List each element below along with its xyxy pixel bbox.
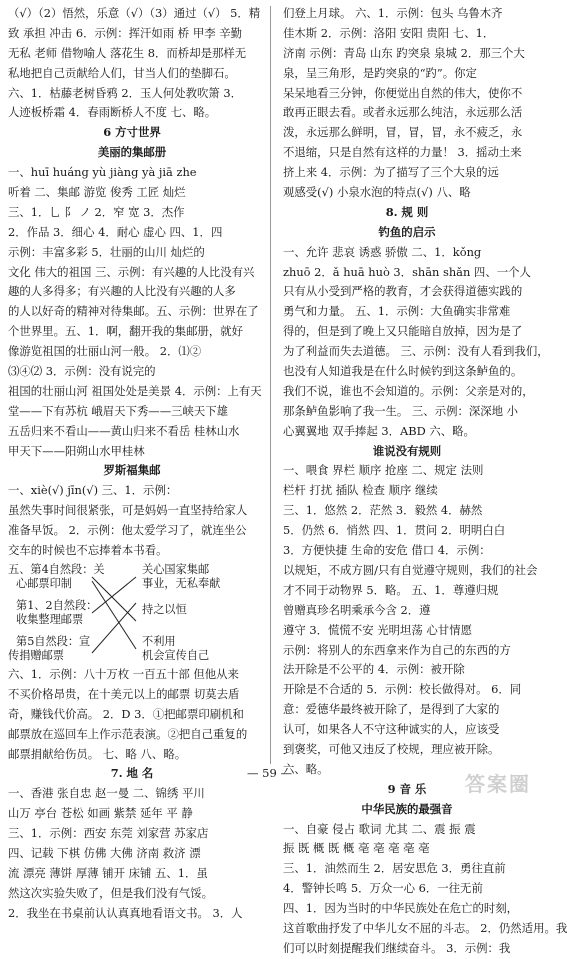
left-lines-bottom-line: 然这次实验失败了，但是我们没有气馁。 — [8, 885, 214, 900]
right-lines-line: 三、1．油然而生 2．居安思危 3．勇往直前 — [283, 861, 506, 876]
right-lines-line: 4．警钟长鸣 5．万众一心 6．一往无前 — [283, 881, 483, 896]
left-lines-top-line: 美丽的集邮册 — [97, 145, 167, 160]
right-lines-line: 这首歌曲抒发了中华儿女不屈的斗志。 2．仍然适用。我 — [283, 920, 567, 935]
right-lines-line: 佳木斯 2．示例：洛阳 安阳 贵阳 七、1． — [283, 25, 495, 40]
right-lines-line: 为了利益而失去道德。 三、示例：没有人看到我们， — [283, 344, 549, 359]
left-lines-top-line: 甲天下——阳朔山水甲桂林 — [8, 443, 145, 458]
left-top-text — [8, 4, 262, 561]
left-lines-top-line: 像游览祖国的壮丽山河一般。 2．⑴② — [8, 344, 202, 359]
diagram-left-1: 五、第4自然段：关 — [8, 562, 105, 576]
right-lines-line: 法开除是不公平的 4．示例：被开除 — [283, 662, 465, 677]
left-lines-top-line: 一、xiè(√) jīn(√) 三、1．示例： — [8, 483, 178, 498]
right-lines-line: 六、略。 — [283, 761, 329, 776]
right-lines-line: 敢再正眼去看。或者永远那么纯洁，永远那么活 — [283, 105, 523, 120]
left-lines-bottom-line: 三、1．示例：西安 东莞 刘家营 苏家店 — [8, 826, 209, 841]
left-lines-top-line: 祖国的壮丽山河 祖国处处是美景 4．示例：上有天 — [8, 383, 262, 398]
left-lines-top-line: 听着 二、集邮 游览 俊秀 工匠 灿烂 — [8, 185, 186, 200]
right-lines-line: 开除是不合适的 5．示例：校长做得对。 6．同 — [283, 682, 522, 697]
right-lines-line: 一、允许 悲哀 诱惑 骄傲 二、1．kǒng — [283, 244, 482, 259]
diagram-left-2b: 收集整理邮票 — [16, 612, 84, 626]
right-lines-line: 认可，如果各人不守这种诚实的人，应该受 — [283, 722, 500, 737]
right-lines-line: 钓鱼的启示 — [378, 224, 436, 239]
diagram-right-1b: 事业，无私奉献 — [142, 576, 221, 590]
column-divider — [270, 6, 271, 764]
left-lines-bottom-line: 四、记载 下棋 仿佛 大佛 济南 救济 漂 — [8, 845, 201, 860]
right-lines-line: zhuō 2．ǎ huā huò 3．shān shǎn 四、一个人 — [283, 264, 531, 279]
left-lines-top-line: 文化 伟大的祖国 三、示例：有兴趣的人比没有兴 — [8, 264, 255, 279]
left-lines-bottom-line: 山万 亭台 苍松 如画 紫禁 延年 平 静 — [8, 806, 193, 821]
diagram-left-3b: 传捐赠邮票 — [8, 648, 64, 662]
left-lines-top-line: 无私 老师 借物喻人 落花生 8．而桥却是那样无 — [8, 45, 247, 60]
left-lines-bottom-line: 奇，赚钱代价高。 2．D 3．①把邮票印刷机和 — [8, 706, 244, 721]
diagram-right-1: 关心国家集邮 — [142, 562, 210, 576]
right-lines-line: 三、1．悠然 2．茫然 3．毅然 4．赫然 — [283, 503, 483, 518]
left-lines-bottom-line: 流 漂亮 薄饼 厚薄 铺开 床铺 五、1．虽 — [8, 865, 208, 880]
left-lines-bottom-line: 邮票放在巡回车上作示范表演。②把自己重复的 — [8, 726, 248, 741]
right-lines-line: 谁说没有规则 — [372, 443, 442, 458]
right-lines-line: 观感受(√) 小泉水泡的特点(√) 八、略 — [283, 185, 471, 200]
left-bottom-text — [8, 665, 256, 924]
diagram-left-3: 第5自然段：宣 — [16, 634, 91, 648]
left-lines-top-line: 致 承担 冲击 6．示例：挥汗如雨 桥 甲李 辛勤 — [8, 25, 243, 40]
right-lines-line: 四、1．因为当时的中华民族处在危亡的时刻， — [283, 901, 519, 916]
left-lines-top-line: （√）（2）悟然，乐意（√）（3）通过（√） 5．精 — [8, 6, 261, 20]
left-lines-bottom-line: 不买价格昂贵，在十美元以上的邮票 切莫去盾 — [8, 686, 240, 701]
right-lines-line: 挤上来 4．示例：为了描写了三个大泉的远 — [283, 165, 499, 180]
left-lines-top-line: 示例：丰富多彩 5．壮丽的山川 灿烂的 — [8, 244, 205, 259]
right-lines-line: 振 既 概 既 概 亳 亳 亳 亳 亳 — [283, 841, 430, 856]
left-lines-top-line: 一、huī huáng yù jiàng yà jiā zhe — [8, 165, 197, 180]
matching-diagram — [8, 561, 256, 665]
diagram-right-3b: 机会宣传自己 — [142, 648, 210, 662]
right-lines-line: 8. 规 则 — [385, 204, 429, 219]
right-lines-line: 呆呆地看三分钟，你便觉出自然的伟大，使你不 — [283, 85, 523, 100]
page-number: — 59 — — [247, 766, 292, 780]
diagram-right-3: 不利用 — [142, 634, 176, 648]
right-lines-line: 一、自豪 侵占 歌词 尤其 二、震 振 震 — [283, 821, 476, 836]
left-lines-top-line: 私地把自己贡献给人们，甘当人们的垫脚石。 — [8, 65, 236, 80]
left-lines-bottom-line: 六、1．示例：八十万枚 一百五十部 但他从来 — [8, 666, 239, 681]
right-lines-line: 栏杆 打扰 插队 检查 顺序 继续 — [283, 483, 438, 498]
left-lines-top-line: 虽然失事时间很紧张，可是妈妈一直坚持给家人 — [8, 503, 248, 518]
diagram-left-2: 第1、2自然段： — [16, 598, 98, 612]
left-lines-top-line: 堂——下有苏杭 峨眉天下秀——三峡天下雄 — [8, 403, 229, 418]
right-lines-line: 中华民族的最强音 — [361, 801, 453, 816]
right-lines-line: 那条鲈鱼影响了我一生。 三、示例：深深地 小 — [283, 403, 519, 418]
left-lines-top-line: 三、1．乚 阝 ノ 2．窄 宽 3．杰作 — [8, 204, 185, 219]
right-lines-line: 泉，呈三角形，是趵突泉的“趵”。你定 — [283, 65, 477, 80]
right-lines-line: 泼，永远那么鲜明，冒，冒，冒，永不疲乏，永 — [283, 125, 523, 140]
right-lines-line: 济南 示例：青岛 山东 趵突泉 泉城 2．那三个大 — [283, 45, 525, 60]
left-lines-bottom-line: 7. 地 名 — [110, 766, 154, 781]
right-lines-line: 到褒奖，可他又违反了校规，理应被开除。 — [283, 741, 500, 756]
left-column — [8, 4, 262, 924]
right-lines-line: 3．方便快捷 生命的安危 借口 4．示例： — [283, 543, 491, 558]
right-lines-line: 们可以时刻提醒我们继续奋斗。 3．示例：我 — [283, 940, 511, 955]
left-lines-top-line: ⑶④⑵ 3．示例：没有说完的 — [8, 364, 156, 379]
right-lines-line: 意：爱德华最终被开除了，是得到了大家的 — [283, 702, 500, 717]
right-text — [283, 4, 567, 959]
diagram-right-2: 持之以恒 — [142, 602, 187, 616]
right-column — [283, 4, 567, 959]
right-lines-line: 只有从小受到严格的教育，才会获得道德实践的 — [283, 284, 523, 299]
right-lines-line: 不退缩，只是自然有这样的力量！ 3．摇动土来 — [283, 145, 522, 160]
left-lines-top-line: 人迹板桥霜 4．春雨断桥人不度 七、略。 — [8, 105, 217, 120]
right-lines-line: 9 音 乐 — [387, 781, 427, 796]
left-lines-top-line: 交车的时候也不忘捧着本书看。 — [8, 543, 168, 558]
left-lines-top-line: 6 方寸世界 — [103, 125, 161, 140]
right-lines-line: 勇气和力量。 五、1．示例：大鱼确实非常难 — [283, 304, 511, 319]
right-lines-line: 才不同于动物界 5．略。 五、1．尊遵归规 — [283, 582, 499, 597]
left-lines-top-line: 五岳归来不看山——黄山归来不看岳 桂林山水 — [8, 423, 240, 438]
left-lines-bottom-line: 一、香港 张自忠 赵一曼 二、锦绣 平川 — [8, 786, 205, 801]
left-lines-top-line: 准备早饭。 2．示例：他太爱学习了，就连坐公 — [8, 523, 247, 538]
left-lines-top-line: 罗斯福集邮 — [103, 463, 161, 478]
left-lines-top-line: 六、1．枯藤老树昏鸦 2．玉人何处教吹箫 3． — [8, 85, 243, 100]
watermark-logo: 答案圈 — [465, 772, 531, 796]
left-lines-top-line: 2．作品 3．细心 4．耐心 虚心 四、1．四 — [8, 224, 223, 239]
right-lines-line: 们登上月球。 六、1．示例：包头 乌鲁木齐 — [283, 6, 503, 20]
right-lines-line: 遵守 3．慌慌不安 光明坦荡 心甘情愿 — [283, 622, 472, 637]
right-lines-line: 以规矩，不成方圆/只有自觉遵守规则，我们的社会 — [283, 562, 538, 577]
diagram-left-1b: 心邮票印制 — [16, 576, 72, 590]
left-lines-bottom-line: 邮票捐献给伤员。 七、略 八、略。 — [8, 746, 187, 761]
left-lines-top-line: 个世界里。五、1．啊，翻开我的集邮册，就好 — [8, 324, 244, 339]
right-lines-line: 一、喂食 界栏 顺序 抢座 二、规定 法则 — [283, 463, 484, 478]
right-lines-line: 心翼翼地 双手捧起 3．ABD 六、略。 — [283, 423, 475, 438]
right-lines-line: 也没有人知道我是在什么时候钓到这条鲈鱼的。 — [283, 364, 523, 379]
left-lines-bottom-line: 2．我坐在书桌前认认真真地看语文书。 3．人 — [8, 905, 243, 920]
right-lines-line: 5．仍然 6．悄然 四、1．贯问 2．明明白白 — [283, 523, 506, 538]
left-lines-top-line: 趣的人多得多；有兴趣的人比没有兴趣的人多 — [8, 284, 236, 299]
right-lines-line: 得的，但是到了晚上又只能暗自放掉，因为是了 — [283, 324, 523, 339]
left-lines-top-line: 的人以好奇的精神对待集邮。五、示例：世界在了 — [8, 304, 259, 319]
right-lines-line: 曾赠真珍名明乘承今含 2．遵 — [283, 602, 431, 617]
right-lines-line: 示例：将别人的东西拿来作为自己的东西的方 — [283, 642, 511, 657]
right-lines-line: 我们不说，谁也不会知道的。示例：父亲是对的， — [283, 383, 534, 398]
